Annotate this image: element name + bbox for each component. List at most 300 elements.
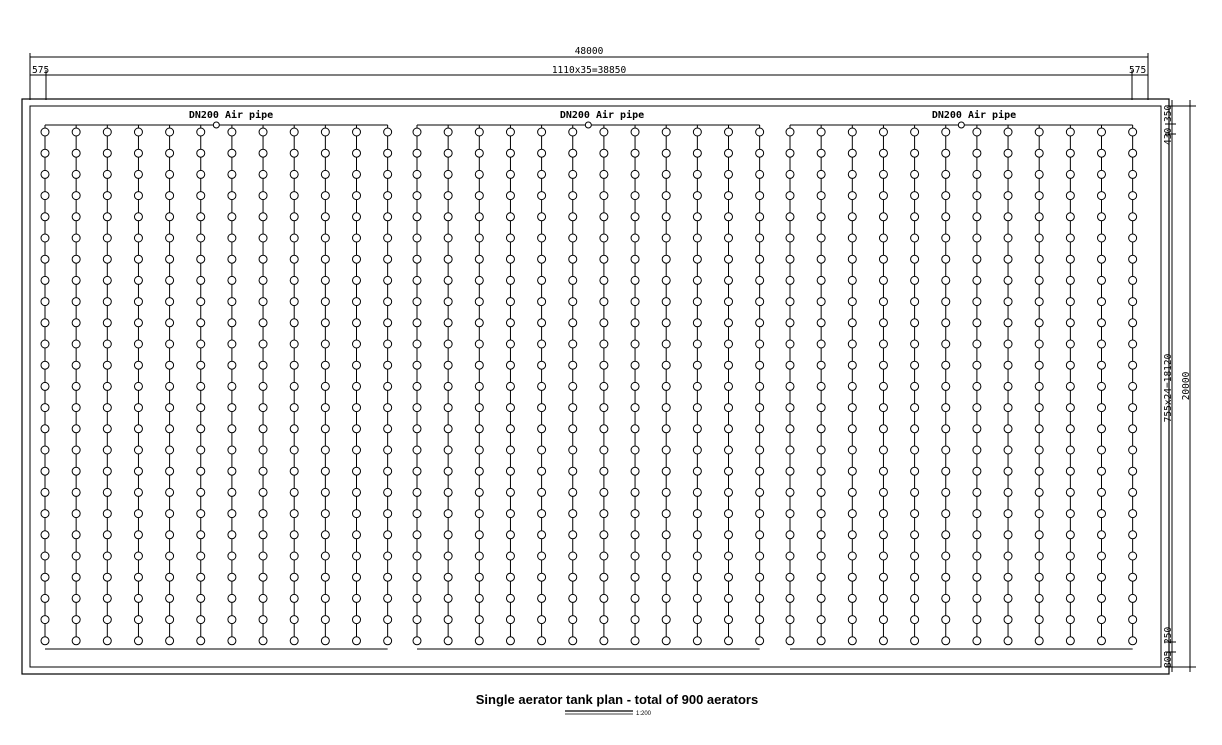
aerator-disc [538,170,546,178]
aerator-disc [72,510,80,518]
aerator-disc [228,531,236,539]
aerator-disc [911,149,919,157]
aerator-disc [103,616,111,624]
aerator-disc [72,425,80,433]
aerator-disc [1004,170,1012,178]
aerator-disc [1004,340,1012,348]
aerator-disc [475,382,483,390]
aerator-disc [1066,298,1074,306]
aerator-disc [197,510,205,518]
aerator-disc [911,510,919,518]
aerator-disc [942,425,950,433]
aerator-disc [228,573,236,581]
aerator-disc [1066,319,1074,327]
aerator-disc [756,573,764,581]
aerator-disc [259,446,267,454]
aerator-disc [662,170,670,178]
aerator-disc [228,616,236,624]
aerator-disc [973,340,981,348]
aerator-disc [911,319,919,327]
aerator-disc [353,425,361,433]
aerator-disc [942,446,950,454]
aerator-disc [353,531,361,539]
aerator-disc [444,255,452,263]
aerator-disc [321,404,329,412]
aerator-disc [817,319,825,327]
aerator-disc [942,276,950,284]
aerator-disc [72,340,80,348]
aerator-disc [817,404,825,412]
aerator-disc [228,340,236,348]
aerator-disc [538,594,546,602]
aerator-disc [600,637,608,645]
aerator-disc [973,594,981,602]
aerator-disc [786,404,794,412]
aerator-disc [662,467,670,475]
aerator-disc [1004,298,1012,306]
aerator-disc [103,382,111,390]
aerator-disc [848,531,856,539]
aerator-disc [353,488,361,496]
aerator-disc [444,298,452,306]
aerator-disc [321,594,329,602]
aerator-disc [600,149,608,157]
aerator-disc [166,128,174,136]
drawing-title: Single aerator tank plan - total of 900 aerators [475,692,759,707]
aerator-disc [879,276,887,284]
aerator-disc [41,128,49,136]
aerator-disc [538,573,546,581]
aerator-disc [259,298,267,306]
aerator-disc [662,149,670,157]
aerator-disc [506,170,514,178]
aerator-disc [228,192,236,200]
aerator-disc [693,531,701,539]
aerator-disc [662,213,670,221]
aerator-disc [848,340,856,348]
aerator-disc [693,319,701,327]
aerator-disc [942,616,950,624]
aerator-disc [259,637,267,645]
aerator-disc [475,361,483,369]
aerator-disc [290,573,298,581]
aerator-disc [103,234,111,242]
aerator-disc [134,128,142,136]
aerator-disc [817,510,825,518]
aerator-disc [693,276,701,284]
aerator-disc [693,552,701,560]
aerator-disc [911,531,919,539]
aerator-disc [1129,488,1137,496]
aerator-disc [384,340,392,348]
aerator-disc [134,488,142,496]
aerator-disc [879,170,887,178]
dim-overall-width: 48000 [574,46,604,57]
aerator-disc [756,637,764,645]
aerator-disc [631,170,639,178]
aerator-disc [600,213,608,221]
aerator-disc [631,361,639,369]
tank-outline [22,99,1169,674]
aerator-disc [228,255,236,263]
aerator-disc [662,446,670,454]
aerator-disc [475,319,483,327]
aerator-disc [1004,616,1012,624]
aerator-disc [134,213,142,221]
aerator-disc [103,276,111,284]
aerator-disc [600,531,608,539]
aerator-disc [353,170,361,178]
aerator-disc [259,488,267,496]
aerator-disc [725,149,733,157]
aerator-disc [197,637,205,645]
aerator-disc [384,382,392,390]
aerator-disc [290,128,298,136]
aerator-disc [228,637,236,645]
aerator-disc [166,488,174,496]
aerator-disc [538,531,546,539]
aerator-disc [879,488,887,496]
aerator-group-3 [786,122,1137,649]
aerator-disc [879,616,887,624]
aerator-disc [1004,552,1012,560]
aerator-disc [1098,192,1106,200]
aerator-disc [973,276,981,284]
aerator-disc [41,425,49,433]
aerator-disc [1066,382,1074,390]
aerator-disc [1035,319,1043,327]
aerator-disc [693,573,701,581]
aerator-disc [600,488,608,496]
aerator-disc [290,340,298,348]
aerator-disc [756,340,764,348]
aerator-disc [973,213,981,221]
aerator-disc [228,382,236,390]
aerator-disc [725,382,733,390]
aerator-disc [444,467,452,475]
aerator-disc [756,488,764,496]
aerator-disc [41,404,49,412]
aerator-disc [228,467,236,475]
aerator-disc [879,340,887,348]
aerator-disc [197,192,205,200]
aerator-disc [506,510,514,518]
aerator-disc [506,382,514,390]
aerator-disc [973,488,981,496]
aerator-disc [321,234,329,242]
aerator-disc [506,128,514,136]
aerator-disc [259,573,267,581]
aerator-disc [197,531,205,539]
aerator-disc [1129,255,1137,263]
aerator-disc [693,467,701,475]
aerator-disc [817,340,825,348]
aerator-disc [1035,170,1043,178]
aerator-disc [848,446,856,454]
aerator-disc [413,404,421,412]
aerator-disc [353,446,361,454]
aerator-disc [942,340,950,348]
aerator-disc [848,467,856,475]
aerator-disc [166,298,174,306]
aerator-disc [538,276,546,284]
aerator-disc [848,128,856,136]
aerator-disc [103,404,111,412]
aerator-disc [786,213,794,221]
aerator-disc [662,425,670,433]
aerator-disc [631,319,639,327]
aerator-disc [1129,340,1137,348]
aerator-disc [134,594,142,602]
aerator-disc [197,446,205,454]
aerator-disc [911,170,919,178]
aerator-disc [72,382,80,390]
aerator-disc [1129,552,1137,560]
aerator-disc [1129,446,1137,454]
aerator-disc [538,552,546,560]
aerator-disc [693,361,701,369]
aerator-disc [693,255,701,263]
aerator-disc [134,616,142,624]
aerator-disc [41,361,49,369]
aerator-disc [725,255,733,263]
aerator-disc [228,128,236,136]
aerator-disc [911,637,919,645]
aerator-disc [538,467,546,475]
aerator-disc [1004,192,1012,200]
aerator-disc [817,128,825,136]
aerator-disc [725,594,733,602]
aerator-disc [103,192,111,200]
aerator-disc [475,340,483,348]
aerator-disc [228,510,236,518]
aerator-disc [259,425,267,433]
aerator-disc [756,276,764,284]
aerator-disc [725,234,733,242]
aerator-disc [942,637,950,645]
aerator-disc [1129,234,1137,242]
aerator-disc [506,404,514,412]
aerator-disc [786,128,794,136]
aerator-disc [72,488,80,496]
aerator-disc [879,255,887,263]
aerator-disc [166,382,174,390]
aerator-disc [569,637,577,645]
dim-right-middle: 755x24=18120 [1163,353,1174,423]
aerator-disc [631,594,639,602]
aerator-disc [538,446,546,454]
aerator-disc [756,361,764,369]
aerator-disc [973,170,981,178]
aerator-disc [353,573,361,581]
aerator-disc [569,192,577,200]
aerator-disc [879,446,887,454]
aerator-disc [725,425,733,433]
aerator-disc [786,510,794,518]
aerator-disc [756,149,764,157]
aerator-disc [1066,234,1074,242]
aerator-disc [817,637,825,645]
aerator-disc [756,382,764,390]
aerator-disc [1098,149,1106,157]
aerator-disc [848,234,856,242]
aerator-disc [1098,276,1106,284]
aerator-disc [786,382,794,390]
aerator-disc [506,234,514,242]
aerator-disc [569,446,577,454]
aerator-disc [41,573,49,581]
aerator-disc [725,510,733,518]
aerator-disc [103,298,111,306]
aerator-disc [444,637,452,645]
aerator-disc [973,637,981,645]
aerator-disc [197,170,205,178]
aerator-disc [290,170,298,178]
aerator-disc [786,488,794,496]
aerator-disc [1098,616,1106,624]
aerator-disc [259,276,267,284]
aerator-disc [911,234,919,242]
aerator-disc [72,170,80,178]
aerator-disc [353,255,361,263]
aerator-disc [384,616,392,624]
aerator-disc [786,276,794,284]
aerator-disc [725,213,733,221]
aerator-disc [973,552,981,560]
aerator-disc [631,276,639,284]
aerator-disc [662,128,670,136]
aerator-disc [321,616,329,624]
aerator-disc [600,425,608,433]
aerator-disc [475,573,483,581]
aerator-disc [693,404,701,412]
aerator-disc [1066,276,1074,284]
aerator-disc [1098,340,1106,348]
aerator-disc [911,488,919,496]
aerator-disc [197,319,205,327]
aerator-disc [384,404,392,412]
aerator-disc [103,149,111,157]
aerator-disc [384,467,392,475]
aerator-disc [103,488,111,496]
drawing-scale: 1:200 [636,711,652,717]
aerator-disc [384,170,392,178]
aerator-disc [538,425,546,433]
aerator-disc [725,552,733,560]
aerator-disc [197,552,205,560]
aerator-disc [506,192,514,200]
aerator-disc [41,234,49,242]
aerator-disc [384,594,392,602]
aerator-disc [942,170,950,178]
aerator-disc [817,382,825,390]
aerator-disc [103,319,111,327]
aerator-disc [756,467,764,475]
aerator-disc [444,128,452,136]
aerator-disc [942,234,950,242]
aerator-disc [384,425,392,433]
aerator-disc [1129,149,1137,157]
aerator-disc [413,616,421,624]
aerator-disc [569,510,577,518]
aerator-disc [973,128,981,136]
aerator-disc [321,149,329,157]
aerator-disc [693,382,701,390]
aerator-disc [413,170,421,178]
aerator-disc [879,552,887,560]
aerator-disc [538,192,546,200]
aerator-disc [290,361,298,369]
aerator-disc [228,149,236,157]
aerator-disc [631,616,639,624]
aerator-disc [1004,276,1012,284]
aerator-disc [942,531,950,539]
aerator-disc [756,192,764,200]
aerator-disc [1035,276,1043,284]
aerator-disc [444,276,452,284]
aerator-disc [1004,404,1012,412]
aerator-disc [693,213,701,221]
aerator-disc [197,467,205,475]
dim-right-bottom: 805 [1163,650,1174,668]
aerator-disc [1066,552,1074,560]
aerator-disc [600,552,608,560]
aerator-disc [1066,637,1074,645]
aerator-disc [228,319,236,327]
aerator-disc [1066,149,1074,157]
aerator-disc [444,488,452,496]
aerator-disc [384,488,392,496]
aerator-disc [817,298,825,306]
aerator-disc [817,255,825,263]
aerator-disc [259,340,267,348]
aerator-disc [290,382,298,390]
aerator-disc [166,425,174,433]
aerator-disc [569,149,577,157]
aerator-disc [321,510,329,518]
aerator-group-2 [413,122,764,649]
aerator-disc [942,361,950,369]
aerator-disc [942,488,950,496]
aerator-disc [879,510,887,518]
aerator-disc [631,446,639,454]
aerator-disc [693,128,701,136]
aerator-disc [353,128,361,136]
aerator-disc [817,594,825,602]
aerator-disc [290,234,298,242]
aerator-disc [631,637,639,645]
aerator-disc [973,361,981,369]
aerator-disc [631,128,639,136]
aerator-disc [786,298,794,306]
aerator-disc [384,552,392,560]
aerator-disc [600,404,608,412]
aerator-disc [725,467,733,475]
aerator-disc [786,573,794,581]
aerator-disc [413,298,421,306]
aerator-disc [103,213,111,221]
aerator-disc [197,276,205,284]
aerator-disc [911,594,919,602]
aerator-disc [756,213,764,221]
aerator-disc [413,361,421,369]
aerator-disc [444,594,452,602]
aerator-disc [321,192,329,200]
aerator-disc [569,255,577,263]
aerator-disc [662,488,670,496]
aerator-disc [444,361,452,369]
aerator-disc [973,319,981,327]
